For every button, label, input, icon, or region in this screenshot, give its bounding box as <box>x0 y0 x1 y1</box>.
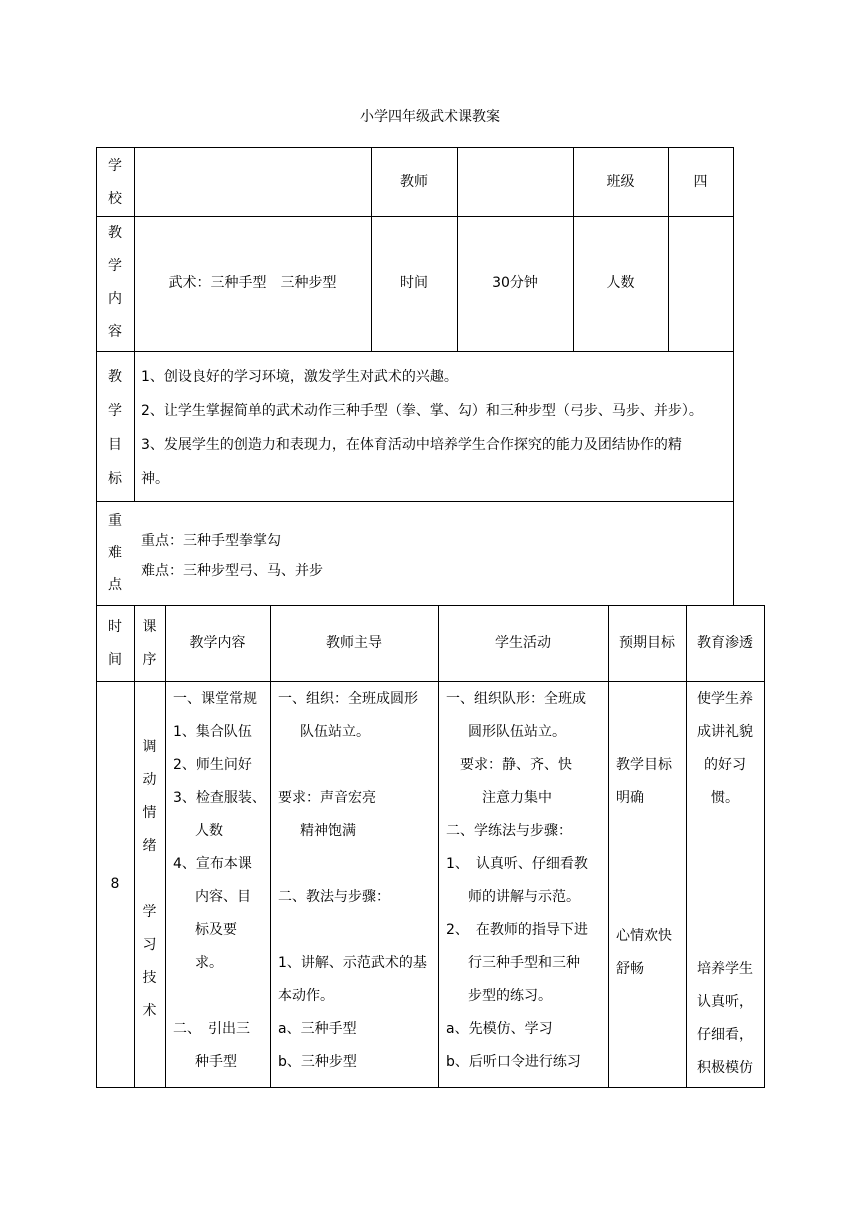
value-time: 30分钟 <box>492 275 538 291</box>
header-time: 间 <box>108 652 122 668</box>
label-objectives: 教 <box>108 369 122 385</box>
label-objectives: 学 <box>108 403 122 419</box>
table-rule <box>764 605 765 1088</box>
body-edu-line: 成讲礼貌 <box>697 724 753 740</box>
label-objectives: 标 <box>108 471 122 487</box>
body-edu-line: 惯。 <box>711 790 739 806</box>
body-content-line: 内容、目 <box>195 889 251 905</box>
table-rule <box>96 147 734 148</box>
table-rule <box>96 1087 765 1088</box>
body-teacher-line: 二、教法与步骤： <box>278 889 390 905</box>
body-student-line: 二、学练法与步骤： <box>446 823 572 839</box>
body-edu-line: 认真听， <box>697 994 753 1010</box>
table-rule <box>733 147 734 606</box>
table-rule <box>96 605 765 606</box>
header-student: 学生活动 <box>495 635 551 651</box>
label-teacher: 教师 <box>400 174 428 190</box>
table-rule <box>165 605 166 1088</box>
key-point: 重点：三种手型拳掌勾 <box>141 533 281 549</box>
body-content-line: 求。 <box>195 955 223 971</box>
body-teacher-line: 1、讲解、示范武术的基 <box>278 955 427 971</box>
body-content-line: 2、师生问好 <box>173 757 252 773</box>
body-goal-line: 心情欢快 <box>616 928 672 944</box>
body-teacher-line: a、三种手型 <box>278 1021 357 1037</box>
header-goal: 预期目标 <box>619 635 675 651</box>
body-student-line: 一、组织队形：全班成 <box>446 691 586 707</box>
label-school: 校 <box>108 191 122 207</box>
label-content: 学 <box>108 258 122 274</box>
table-rule <box>96 147 97 1088</box>
body-edu-line: 的好习 <box>704 757 746 773</box>
body-content-line: 3、检查服装、 <box>173 790 266 806</box>
body-content-line: 二、 引出三 <box>173 1021 250 1037</box>
body-student-line: b、后听口令进行练习 <box>446 1054 581 1070</box>
body-student-line: 行三种手型和三种 <box>468 955 580 971</box>
body-edu-line: 积极模仿 <box>697 1060 753 1076</box>
value-content: 武术：三种手型 三种步型 <box>168 275 337 291</box>
body-student-line: 要求：静、齐、快 <box>460 757 572 773</box>
body-order: 术 <box>142 1003 157 1019</box>
header-order: 序 <box>142 652 157 668</box>
label-keypoints: 点 <box>108 577 122 593</box>
header-content: 教学内容 <box>189 635 246 651</box>
body-goal-line: 明确 <box>616 790 644 806</box>
table-rule <box>96 216 734 217</box>
label-class: 班级 <box>606 174 635 190</box>
difficult-point: 难点：三种步型弓、马、并步 <box>141 563 323 579</box>
label-school: 学 <box>108 158 122 174</box>
body-goal-line: 教学目标 <box>616 757 672 773</box>
label-objectives: 目 <box>108 437 122 453</box>
body-teacher-line: 精神饱满 <box>300 823 356 839</box>
body-edu-line: 培养学生 <box>697 961 753 977</box>
objective-line: 3、发展学生的创造力和表现力，在体育活动中培养学生合作探究的能力及团结协作的精 <box>141 437 682 453</box>
label-content: 教 <box>108 225 122 241</box>
body-order: 动 <box>142 772 157 788</box>
body-content-line: 种手型 <box>195 1054 237 1070</box>
page-title: 小学四年级武术课教案 <box>360 109 500 125</box>
objective-line: 神。 <box>141 471 169 487</box>
body-edu-line: 使学生养 <box>697 691 753 707</box>
body-order: 学 <box>142 904 157 920</box>
table-rule <box>438 605 439 1088</box>
header-order: 课 <box>142 619 157 635</box>
body-teacher-line: b、三种步型 <box>278 1054 357 1070</box>
label-count: 人数 <box>606 275 635 291</box>
body-student-line: 2、 在教师的指导下进 <box>446 922 588 938</box>
body-teacher-line: 本动作。 <box>278 988 334 1004</box>
body-student-line: 师的讲解与示范。 <box>468 889 580 905</box>
body-content-line: 标及要 <box>195 922 237 938</box>
table-rule <box>270 605 271 1088</box>
body-order: 情 <box>142 805 157 821</box>
table-rule <box>134 147 135 502</box>
body-student-line: a、先模仿、学习 <box>446 1021 553 1037</box>
body-content-line: 一、课堂常规 <box>173 691 257 707</box>
body-teacher-line: 队伍站立。 <box>300 724 370 740</box>
body-content-line: 人数 <box>195 823 223 839</box>
label-content: 内 <box>108 291 122 307</box>
body-edu-line: 仔细看， <box>697 1027 753 1043</box>
body-order: 绪 <box>142 838 157 854</box>
label-keypoints: 难 <box>108 545 122 561</box>
body-content-line: 1、集合队伍 <box>173 724 252 740</box>
body-teacher-line: 要求：声音宏亮 <box>278 790 376 806</box>
header-edu: 教育渗透 <box>697 635 753 651</box>
body-goal-line: 舒畅 <box>616 961 644 977</box>
body-order: 习 <box>142 937 157 953</box>
table-rule <box>608 605 609 1088</box>
table-rule <box>96 501 734 502</box>
body-order: 调 <box>142 739 157 755</box>
label-keypoints: 重 <box>108 513 122 529</box>
header-time: 时 <box>108 619 122 635</box>
header-teacher: 教师主导 <box>326 635 382 651</box>
table-rule <box>96 681 765 682</box>
table-rule <box>457 147 458 352</box>
table-rule <box>686 605 687 1088</box>
body-student-line: 步型的练习。 <box>468 988 552 1004</box>
body-content-line: 4、宣布本课 <box>173 856 252 872</box>
objective-line: 1、创设良好的学习环境，激发学生对武术的兴趣。 <box>141 369 458 385</box>
body-student-line: 注意力集中 <box>482 790 552 806</box>
table-rule <box>96 351 734 352</box>
body-teacher-line: 一、组织：全班成圆形 <box>278 691 418 707</box>
body-order: 技 <box>142 970 157 986</box>
objective-line: 2、让学生掌握简单的武术动作三种手型（拳、掌、勾）和三种步型（弓步、马步、并步）。 <box>141 403 703 419</box>
body-time: 8 <box>110 876 120 892</box>
label-time: 时间 <box>400 275 428 291</box>
body-student-line: 1、 认真听、仔细看教 <box>446 856 588 872</box>
body-student-line: 圆形队伍站立。 <box>468 724 566 740</box>
label-content: 容 <box>108 324 122 340</box>
value-class: 四 <box>693 174 708 190</box>
